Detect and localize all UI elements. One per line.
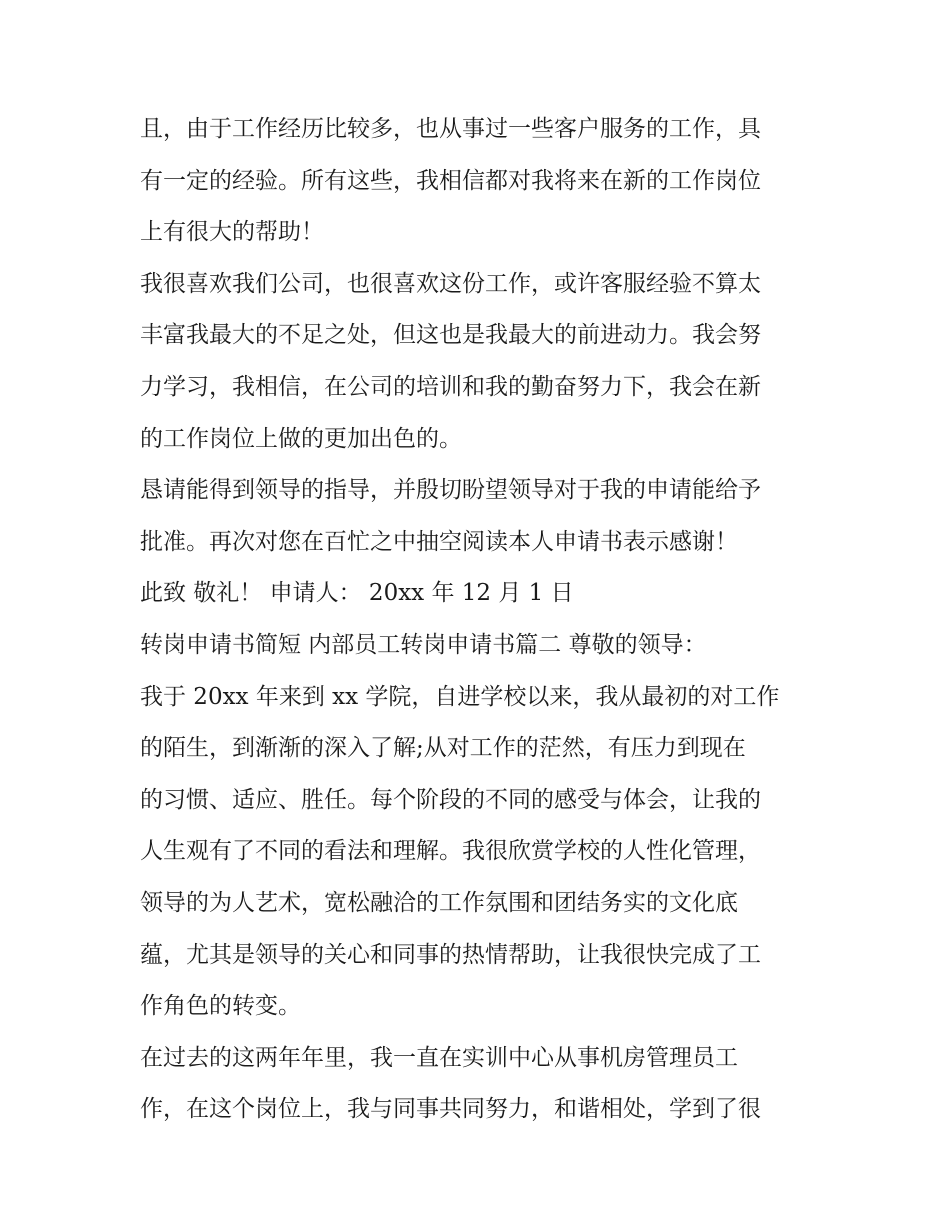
text-line: 作，在这个岗位上，我与同事共同努力，和谐相处，学到了很 [140,1096,761,1123]
text-line: 领导的为人艺术，宽松融洽的工作氛围和团结务实的文化底 [140,889,738,916]
text-line: 力学习，我相信，在公司的培训和我的勤奋努力下，我会在新 [140,373,761,400]
text-line: 有一定的经验。所有这些，我相信都对我将来在新的工作岗位 [140,167,761,194]
text-line: 且，由于工作经历比较多，也从事过一些客户服务的工作，具 [140,116,761,142]
text-line: 批准。再次对您在百忙之中抽空阅读本人申请书表示感谢！ [140,528,738,555]
text-line: 的陌生，到渐渐的深入了解;从对工作的茫然，有压力到现在 [140,735,746,762]
text-line: 蕴，尤其是领导的关心和同事的热情帮助，让我很快完成了工 [140,941,761,968]
document-body [140,104,820,1136]
text-line: 丰富我最大的不足之处，但这也是我最大的前进动力。我会努 [140,322,761,349]
text-line: 的工作岗位上做的更加出色的。 [140,425,462,452]
text-line: 作角色的转变。 [140,993,301,1020]
text-line: 此致 敬礼！ 申请人： 20xx 年 12 月 1 日 [140,580,574,607]
text-line: 我很喜欢我们公司，也很喜欢这份工作，或许客服经验不算太 [140,270,761,297]
text-line: 恳请能得到领导的指导，并殷切盼望领导对于我的申请能给予 [140,477,761,504]
text-line: 上有很大的帮助！ [140,219,324,246]
text-line: 在过去的这两年年里，我一直在实训中心从事机房管理员工 [140,1044,738,1071]
text-line: 的习惯、适应、胜任。每个阶段的不同的感受与体会，让我的 [140,786,761,813]
text-line: 我于 20xx 年来到 xx 学院，自进学校以来，我从最初的对工作 [140,683,780,710]
text-line: 转岗申请书简短 内部员工转岗申请书篇二 尊敬的领导： [140,631,707,658]
text-line: 人生观有了不同的看法和理解。我很欣赏学校的人性化管理， [140,838,761,865]
